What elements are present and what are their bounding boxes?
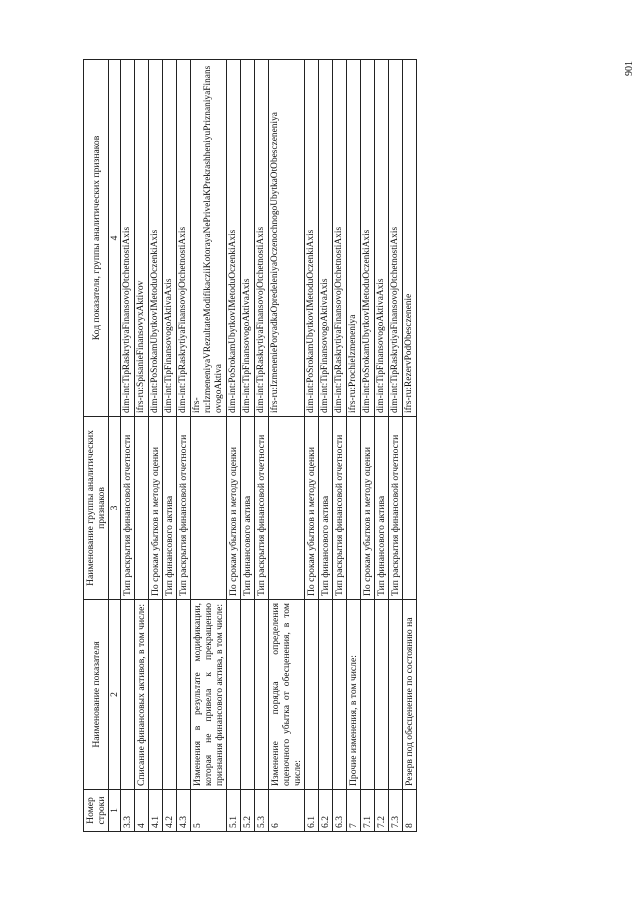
- row-number-cell: 6: [269, 790, 305, 832]
- group-name-cell: [135, 417, 149, 600]
- indicator-name-cell: [149, 600, 163, 790]
- indicator-name-cell: Резерв под обесценение по состоянию на: [403, 600, 417, 790]
- row-number-cell: 5.3: [255, 790, 269, 832]
- code-cell: ifrs-ru:SpisanieFinansovyxAktivov: [135, 60, 149, 417]
- header-code: Код показателя, группы аналитических признаков: [84, 60, 109, 417]
- row-number-cell: 5.2: [241, 790, 255, 832]
- code-cell: dim-int:TipRaskrytiyaFinansovojOtchetnostiAxis: [177, 60, 191, 417]
- table-row: [121, 60, 135, 832]
- row-number-cell: 7.1: [361, 790, 375, 832]
- code-cell: dim-int:TipRaskrytiyaFinansovojOtchetnostiAxis: [121, 60, 135, 417]
- row-number-cell: 7.3: [389, 790, 403, 832]
- indicator-name-cell: [255, 600, 269, 790]
- table-row: [177, 60, 191, 832]
- indicator-name-cell: Изменения в результате модификации, которая не привела к прекращению признания финансового актива, в том числе:: [191, 600, 227, 790]
- indicator-name-cell: [121, 600, 135, 790]
- group-name-cell: [403, 417, 417, 600]
- indicator-name-cell: [227, 600, 241, 790]
- group-name-cell: Тип раскрытия финансовой отчетности: [389, 417, 403, 600]
- row-number-cell: 4.2: [163, 790, 177, 832]
- group-name-cell: Тип раскрытия финансовой отчетности: [255, 417, 269, 600]
- header-indicator-name: Наименование показателя: [84, 600, 109, 790]
- column-number: 2: [109, 600, 121, 790]
- indicator-name-cell: [375, 600, 389, 790]
- code-cell: ifrs-ru:IzmeneniyaVRezultateModifikacziiKotorayaNePrivelaKPrekrashheniyuPriznaniyaFinansovogoAktiva: [191, 60, 227, 417]
- indicator-name-cell: [163, 600, 177, 790]
- indicators-table: [83, 59, 417, 832]
- group-name-cell: Тип раскрытия финансовой отчетности: [121, 417, 135, 600]
- code-cell: dim-int:PoSrokamUbytkovIMetoduOczenkiAxis: [305, 60, 319, 417]
- table-row: [163, 60, 177, 832]
- header-row-number: Номер строки: [84, 790, 109, 832]
- code-cell: ifrs-ru:IzmeneniePoryadkaOpredeleniyaOczenochnogoUbytkaOtObesczeneniya: [269, 60, 305, 417]
- group-name-cell: [347, 417, 361, 600]
- code-cell: ifrs-ru:ProchieIzmeneniya: [347, 60, 361, 417]
- indicator-name-cell: [333, 600, 347, 790]
- table-body: [121, 60, 417, 832]
- group-name-cell: Тип финансового актива: [375, 417, 389, 600]
- table-row: [305, 60, 319, 832]
- table-row: [361, 60, 375, 832]
- group-name-cell: Тип раскрытия финансовой отчетности: [333, 417, 347, 600]
- group-name-cell: По срокам убытков и методу оценки: [149, 417, 163, 600]
- row-number-cell: 7.2: [375, 790, 389, 832]
- code-cell: dim-int:TipFinansovogoAktivaAxis: [375, 60, 389, 417]
- indicator-name-cell: [361, 600, 375, 790]
- group-name-cell: Тип финансового актива: [241, 417, 255, 600]
- row-number-cell: 4.3: [177, 790, 191, 832]
- group-name-cell: Тип финансового актива: [163, 417, 177, 600]
- code-cell: dim-int:PoSrokamUbytkovIMetoduOczenkiAxis: [149, 60, 163, 417]
- indicator-name-cell: Прочие изменения, в том числе:: [347, 600, 361, 790]
- row-number-cell: 8: [403, 790, 417, 832]
- row-number-cell: 6.3: [333, 790, 347, 832]
- table-row: [135, 60, 149, 832]
- table-row: [347, 60, 361, 832]
- table-row: [191, 60, 227, 832]
- group-name-cell: [191, 417, 227, 600]
- group-name-cell: Тип финансового актива: [319, 417, 333, 600]
- column-number: 1: [109, 790, 121, 832]
- row-number-cell: 7: [347, 790, 361, 832]
- code-cell: dim-int:TipFinansovogoAktivaAxis: [163, 60, 177, 417]
- code-cell: dim-int:TipFinansovogoAktivaAxis: [241, 60, 255, 417]
- table-row: [269, 60, 305, 832]
- indicator-name-cell: [389, 600, 403, 790]
- indicator-name-cell: [319, 600, 333, 790]
- table-row: [255, 60, 269, 832]
- table-row: [319, 60, 333, 832]
- row-number-cell: 5: [191, 790, 227, 832]
- table-row: [403, 60, 417, 832]
- row-number-cell: 4: [135, 790, 149, 832]
- group-name-cell: По срокам убытков и методу оценки: [227, 417, 241, 600]
- table-row: [389, 60, 403, 832]
- table-row: [227, 60, 241, 832]
- row-number-cell: 4.1: [149, 790, 163, 832]
- code-cell: ifrs-ru:RezervPodObesczenenie: [403, 60, 417, 417]
- table-header-row: [84, 60, 109, 832]
- row-number-cell: 6.1: [305, 790, 319, 832]
- indicator-name-cell: [305, 600, 319, 790]
- group-name-cell: Тип раскрытия финансовой отчетности: [177, 417, 191, 600]
- table-row: [149, 60, 163, 832]
- code-cell: dim-int:TipRaskrytiyaFinansovojOtchetnostiAxis: [255, 60, 269, 417]
- group-name-cell: По срокам убытков и методу оценки: [361, 417, 375, 600]
- column-number-row: [109, 60, 121, 832]
- page-number: 901: [624, 61, 635, 76]
- indicator-name-cell: [241, 600, 255, 790]
- table-row: [375, 60, 389, 832]
- code-cell: dim-int:TipFinansovogoAktivaAxis: [319, 60, 333, 417]
- row-number-cell: 6.2: [319, 790, 333, 832]
- table-row: [333, 60, 347, 832]
- table-row: [241, 60, 255, 832]
- group-name-cell: По срокам убытков и методу оценки: [305, 417, 319, 600]
- code-cell: dim-int:TipRaskrytiyaFinansovojOtchetnostiAxis: [389, 60, 403, 417]
- code-cell: dim-int:PoSrokamUbytkovIMetoduOczenkiAxis: [227, 60, 241, 417]
- indicator-name-cell: [177, 600, 191, 790]
- header-group-name: Наименование группы аналитических признаков: [84, 417, 109, 600]
- row-number-cell: 3.3: [121, 790, 135, 832]
- row-number-cell: 5.1: [227, 790, 241, 832]
- code-cell: dim-int:PoSrokamUbytkovIMetoduOczenkiAxis: [361, 60, 375, 417]
- column-number: 4: [109, 60, 121, 417]
- rotated-table-wrapper: [83, 60, 521, 832]
- indicator-name-cell: Изменение порядка определения оценочного убытка от обесценения, в том числе:: [269, 600, 305, 790]
- indicator-name-cell: Списание финансовых активов, в том числе:: [135, 600, 149, 790]
- column-number: 3: [109, 417, 121, 600]
- group-name-cell: [269, 417, 305, 600]
- code-cell: dim-int:TipRaskrytiyaFinansovojOtchetnostiAxis: [333, 60, 347, 417]
